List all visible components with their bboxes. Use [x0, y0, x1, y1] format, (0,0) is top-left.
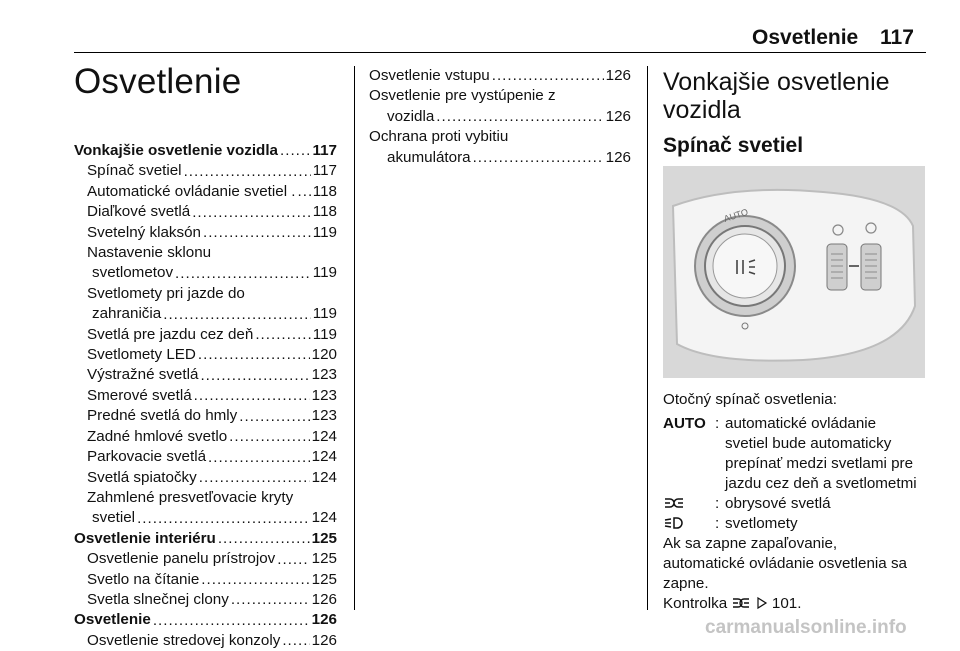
toc-leader-dots: [473, 148, 604, 168]
toc-leader-dots: [203, 223, 311, 243]
toc-entry-label: svetiel: [92, 509, 136, 527]
definition-row: [663, 414, 927, 494]
page-number: 117: [880, 26, 914, 49]
toc-entry-label: Osvetlenie interiéru: [74, 529, 216, 547]
toc-leader-dots: [229, 427, 310, 447]
toc-leader-dots: [492, 66, 604, 86]
toc-entry-page: 119: [312, 305, 337, 323]
toc-entry[interactable]: [74, 161, 337, 181]
toc-leader-dots: [184, 162, 311, 182]
toc-entry[interactable]: [74, 182, 337, 202]
toc-entry-label: Svetlá spiatočky: [87, 468, 197, 486]
toc-entry-page: 117: [312, 142, 337, 159]
toc-entry[interactable]: [74, 386, 337, 406]
toc-entry[interactable]: [74, 365, 337, 385]
definition-list: [663, 414, 927, 534]
section-title: [663, 68, 890, 124]
toc-leader-dots: [198, 345, 310, 365]
toc-entry[interactable]: [74, 427, 337, 447]
toc-section-entry[interactable]: [74, 141, 337, 161]
paragraph-indicator: [663, 594, 801, 614]
definition-term: AUTO: [663, 415, 706, 432]
photo-label-auto: AUTO: [722, 206, 750, 224]
toc-list-middle: [369, 66, 631, 168]
chapter-title: Osvetlenie: [74, 62, 242, 101]
paragraph-line-1: Ak sa zapne zapaľovanie,: [663, 535, 838, 552]
toc-leader-dots: [298, 182, 311, 202]
paragraph-line-3: zapne.: [663, 575, 709, 592]
toc-entry-label: Svetlomety LED: [87, 346, 196, 364]
toc-entry-label: Osvetlenie: [74, 611, 151, 629]
definition-line: jazdu cez deň a svetlometmi: [725, 475, 917, 492]
toc-leader-dots: [208, 448, 310, 468]
toc-entry-page: 125: [311, 550, 337, 568]
toc-entry-label: Automatické ovládanie svetiel .: [87, 182, 296, 200]
light-switch-photo: [663, 166, 925, 378]
toc-entry-label: Spínač svetiel: [87, 162, 182, 180]
toc-entry-page: 123: [311, 407, 337, 425]
toc-leader-dots: [231, 590, 310, 610]
toc-entry-page: 117: [312, 162, 337, 180]
toc-entry-label: svetlometov: [92, 264, 174, 282]
parking-light-icon: [663, 494, 715, 514]
toc-entry-label: Zadné hmlové svetlo: [87, 427, 228, 445]
toc-entry-label: Diaľkové svetlá: [87, 203, 191, 221]
toc-entry[interactable]: [74, 406, 337, 426]
indicator-page-ref: 101.: [771, 595, 802, 612]
toc-entry-label: Zahmlené presvetľovacie kryty: [87, 488, 294, 506]
toc-entry-label: Svetelný klaksón: [87, 223, 201, 241]
toc-entry-page: 119: [312, 264, 337, 282]
toc-entry[interactable]: [74, 468, 337, 488]
header-rule: [74, 52, 926, 53]
toc-leader-dots: [137, 509, 310, 529]
toc-entry-page: 124: [311, 448, 337, 466]
toc-leader-dots: [192, 203, 311, 223]
toc-entry-page: 126: [605, 67, 631, 84]
toc-entry[interactable]: [74, 304, 337, 324]
toc-entry-label: Svetlomety pri jazde do: [87, 284, 245, 302]
toc-entry-page: 125: [311, 529, 337, 547]
toc-leader-dots: [201, 570, 309, 590]
column-divider-right: [647, 66, 648, 610]
toc-leader-dots: [239, 407, 309, 427]
toc-entry-page: 126: [311, 590, 337, 608]
toc-entry-label: Osvetlenie stredovej konzoly: [87, 631, 281, 649]
toc-entry-page: 119: [312, 325, 337, 343]
toc-entry-label: Nastavenie sklonu: [87, 244, 212, 262]
toc-entry[interactable]: [74, 202, 337, 222]
toc-entry-page: 124: [311, 468, 337, 486]
toc-entry[interactable]: [369, 148, 631, 168]
section-title-line-2: vozidla: [663, 96, 741, 124]
toc-entry-label: Svetlo na čítanie: [87, 570, 200, 588]
toc-entry[interactable]: [369, 127, 631, 147]
watermark: carmanualsonline.info: [705, 617, 907, 638]
section-title-line-1: Vonkajšie osvetlenie: [663, 68, 890, 96]
toc-entry-page: 126: [605, 107, 631, 125]
toc-entry[interactable]: [74, 223, 337, 243]
definition-colon: :: [715, 495, 720, 512]
toc-entry-label: Predné svetlá do hmly: [87, 407, 238, 425]
toc-entry[interactable]: [74, 590, 337, 610]
definition-line: svetlomety: [725, 515, 798, 532]
definition-line: svetiel bude automaticky: [725, 435, 892, 452]
definition-colon: :: [715, 515, 720, 532]
toc-leader-dots: [255, 325, 310, 345]
toc-entry-label: zahraničia: [92, 305, 162, 323]
parking-light-icon: [731, 596, 751, 610]
toc-entry[interactable]: [369, 66, 631, 86]
definition-line: obrysové svetlá: [725, 495, 831, 512]
toc-entry-label: Výstražné svetlá: [87, 366, 199, 384]
toc-entry-page: 126: [311, 611, 337, 629]
toc-entry[interactable]: [369, 107, 631, 127]
toc-entry-label: Osvetlenie pre vystúpenie z: [369, 87, 556, 105]
toc-entry-label: Osvetlenie vstupu: [369, 67, 490, 84]
toc-entry-page: 124: [311, 427, 337, 445]
definition-row: [663, 494, 927, 514]
toc-leader-dots: [153, 611, 310, 631]
toc-entry[interactable]: [74, 488, 337, 508]
toc-section-entry[interactable]: [74, 610, 337, 630]
toc-entry[interactable]: [74, 631, 337, 651]
definition-colon: :: [715, 415, 720, 432]
toc-entry-page: 123: [311, 386, 337, 404]
toc-entry[interactable]: [74, 284, 337, 304]
definition-row: [663, 514, 927, 534]
page-header-title: Osvetlenie: [752, 26, 859, 49]
page-reference-icon: [756, 596, 768, 610]
indicator-prefix: Kontrolka: [663, 595, 728, 612]
toc-entry-page: 125: [311, 570, 337, 588]
toc-entry[interactable]: [74, 570, 337, 590]
subsection-title: Spínač svetiel: [663, 134, 804, 157]
definition-description: [725, 414, 927, 494]
toc-entry-label: Svetla slnečnej clony: [87, 590, 229, 608]
toc-leader-dots: [163, 305, 311, 325]
toc-entry-page: 118: [312, 182, 337, 200]
toc-entry[interactable]: [369, 86, 631, 106]
toc-entry[interactable]: [74, 263, 337, 283]
toc-leader-dots: [282, 631, 309, 651]
toc-leader-dots: [436, 107, 603, 127]
definition-description: [725, 494, 927, 514]
toc-entry-label: akumulátora: [387, 148, 471, 166]
toc-entry[interactable]: [74, 447, 337, 467]
photo-caption: Otočný spínač osvetlenia:: [663, 391, 837, 408]
toc-entry-page: 126: [311, 631, 337, 649]
toc-entry-page: 120: [311, 346, 337, 364]
toc-leader-dots: [200, 366, 309, 386]
toc-entry-label: Vonkajšie osvetlenie vozidla: [74, 142, 278, 159]
toc-leader-dots: [175, 264, 311, 284]
toc-entry-label: Smerové svetlá: [87, 386, 192, 404]
toc-entry-page: 124: [311, 509, 337, 527]
low-beam-icon: [663, 514, 715, 534]
toc-entry-label: vozidla: [387, 107, 435, 125]
toc-entry-page: 123: [311, 366, 337, 384]
toc-leader-dots: [218, 529, 310, 549]
column-divider-left: [354, 66, 355, 610]
toc-entry-label: Svetlá pre jazdu cez deň: [87, 325, 254, 343]
toc-entry-page: 118: [312, 203, 337, 221]
toc-entry[interactable]: [74, 243, 337, 263]
toc-entry-label: Parkovacie svetlá: [87, 448, 207, 466]
toc-entry-label: Ochrana proti vybitiu: [369, 128, 509, 146]
definition-description: [725, 514, 927, 534]
paragraph-line-2: automatické ovládanie osvetlenia sa: [663, 555, 907, 572]
toc-leader-dots: [277, 550, 309, 570]
toc-entry[interactable]: [74, 508, 337, 528]
toc-entry-page: 119: [312, 223, 337, 241]
toc-leader-dots: [280, 141, 310, 161]
toc-leader-dots: [194, 386, 310, 406]
toc-entry-page: 126: [605, 148, 631, 166]
toc-list-left: [74, 141, 337, 651]
toc-leader-dots: [199, 468, 310, 488]
toc-section-entry[interactable]: [74, 529, 337, 549]
definition-line: automatické ovládanie: [725, 415, 877, 432]
toc-entry[interactable]: [74, 325, 337, 345]
toc-entry[interactable]: [74, 345, 337, 365]
definition-line: prepínať medzi svetlami pre: [725, 455, 914, 472]
toc-entry[interactable]: [74, 549, 337, 569]
toc-entry-label: Osvetlenie panelu prístrojov: [87, 550, 276, 568]
paragraph-ignition: [663, 534, 907, 594]
